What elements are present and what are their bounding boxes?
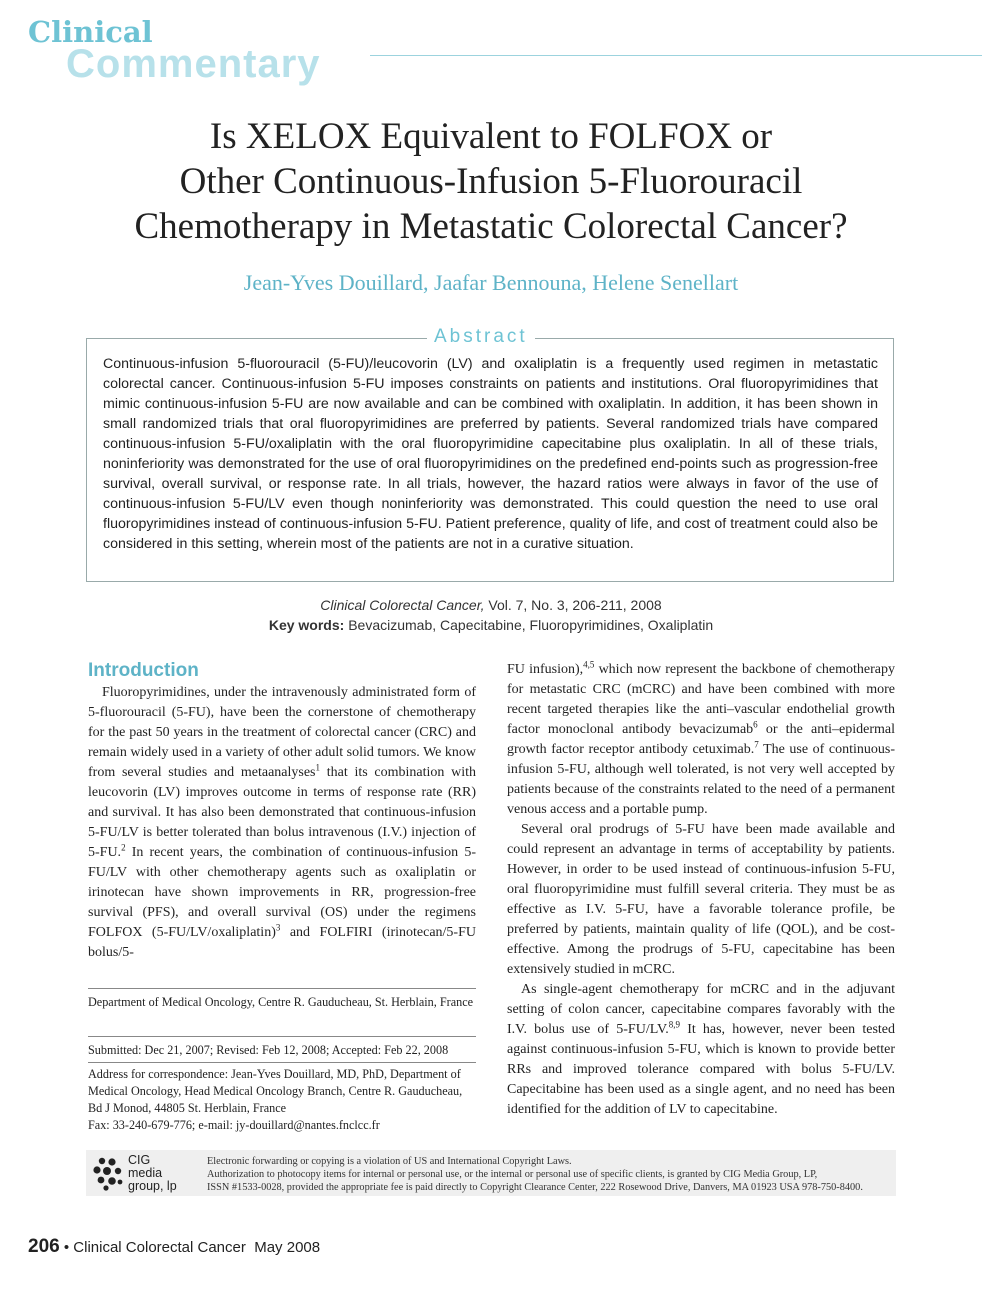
citation-journal: Clinical Colorectal Cancer,	[320, 597, 485, 613]
text-run: The use of continuous-infusion 5-FU, although well tolerated, is not very well accepted by patients because of the constraints related to the need of a permanent venous access and a portable pump.	[507, 742, 895, 817]
text-run: or the anti–epidermal growth factor receptor antibody cetuximab.	[507, 722, 895, 757]
reference: 6	[753, 719, 758, 730]
reference: 2	[121, 842, 126, 853]
text-run: It has, however, never been tested against continuous-infusion 5-FU, which is known to provide better RRs and improved tolerance compared with bolus 5-FU/LV. Capecitabine has been used as a single agent, and no need has been identified for the addition of LV to capecitabine.	[507, 1022, 895, 1117]
header-rule	[370, 55, 982, 56]
keywords-label: Key words:	[268, 617, 345, 633]
publisher-name-line: media	[128, 1166, 163, 1180]
copyright-notice	[207, 1155, 887, 1194]
abstract-label: Abstract	[427, 326, 535, 348]
affiliation-note: Department of Medical Oncology, Centre R. Gauducheau, St. Herblain, France	[88, 995, 474, 1009]
right-column	[507, 660, 895, 1120]
article-title	[40, 114, 942, 249]
reference: 4,5	[583, 659, 595, 670]
footer-journal: Clinical Colorectal Cancer	[73, 1239, 246, 1256]
introduction-heading: Introduction	[88, 660, 199, 681]
section-label-clinical: Clinical	[28, 15, 153, 49]
text-run: which now represent the backbone of chemotherapy for metastatic CRC (mCRC) and have been combined with more recent targeted therapies like the anti–vascular endothelial growth factor monoclonal antibody bevacizumab	[507, 662, 895, 737]
title-line: Chemotherapy in Metastatic Colorectal Cancer?	[134, 206, 848, 247]
citation-block	[0, 595, 982, 635]
page-footer	[28, 1236, 320, 1258]
publisher-name-line: CIG	[128, 1153, 151, 1167]
abstract-text: Continuous-infusion 5-fluorouracil (5-FU)/leucovorin (LV) and oxaliplatin is a frequently used regimen in metastatic colorectal cancer. Continuous-infusion 5-FU imposes constraints on patients and institutions. Oral fluoropyrimidines that mimic continuous-infusion 5-FU are now available and can be combined with oxaliplatin. In addition, it has been shown in small randomized trials that oral fluoropyrimidines are preferred by patients. Several randomized trials have compared continuous-infusion 5-FU/oxaliplatin with the oral fluoropyrimidine capecitabine plus oxaliplatin. In all of these trials, noninferiority was demonstrated for the use of oral fluoropyrimidines on the predefined end-points such as progression-free survival, overall survival, or response rate. In all trials, however, the hazard ratios were always in favor of the use of continuous-infusion 5-FU/LV even though noninferiority was demonstrated. This could question the need to use oral fluoropyrimidines instead of continuous-infusion 5-FU. Patient preference, quality of life, and cost of treatment could also be considered in this setting, wherein most of the patients are not in a curative situation.	[103, 356, 878, 552]
footnote-rule	[88, 988, 476, 989]
correspondence-contact: Fax: 33-240-679-776; e-mail: jy-douillard@nantes.fnclcc.fr	[88, 1118, 380, 1132]
correspondence-note	[88, 1066, 476, 1134]
correspondence-address: Address for correspondence: Jean-Yves Douillard, MD, PhD, Department of Medical Oncology, Head Medical Oncology Branch, Centre R. Gauducheau, Bd J Monod, 44805 St. Herblain, France	[88, 1067, 463, 1115]
footnote-rule	[88, 1036, 476, 1037]
text-run: that its combination with leucovorin (LV) improves outcome in terms of response rate (RR) and survival. It has also been demonstrated that continuous-infusion 5-FU/LV is better tolerated than bolus intravenous (I.V.) injection of 5-FU.	[88, 765, 476, 860]
paragraph: Several oral prodrugs of 5-FU have been made available and could represent an advantage in terms of acceptability by patients. However, in order to be used instead of continuous-infusion 5-FU, oral fluoropyrimidine must fulfill several criteria. They must be as effective as I.V. 5-FU, have a favorable tolerance profile, be preferred by patients, maintain quality of life (QOL), and be cost-effective. Among the prodrugs of 5-FU, capecitabine has been extensively studied in mCRC.	[507, 822, 895, 977]
paragraph	[88, 683, 476, 963]
text-run: and FOLFIRI (irinotecan/5-FU bolus/5-	[88, 925, 476, 960]
text-run: In recent years, the combination of continuous-infusion 5-FU/LV with other chemotherapy agents such as oxaliplatin or irinotecan have shown improvements in RR, progression-free survival (PFS), and overall survival (OS) under the regimens FOLFOX (5-FU/LV/oxaliplatin)	[88, 845, 476, 940]
cig-logo-icon	[92, 1155, 126, 1196]
publisher-name-line: group, lp	[128, 1179, 177, 1193]
paragraph	[507, 660, 895, 820]
footnote-rule	[88, 1062, 476, 1063]
author-list: Jean-Yves Douillard, Jaafar Bennouna, Helene Senellart	[243, 270, 739, 295]
keywords-line	[0, 615, 982, 635]
copyright-line: Authorization to photocopy items for internal or personal use, or the internal or personal use of specific clients, is granted by CIG Media Group, LP,	[207, 1169, 818, 1180]
title-line: Other Continuous-Infusion 5-Fluorouracil	[179, 161, 803, 202]
reference: 3	[275, 922, 281, 933]
text-run: As single-agent chemotherapy for mCRC and in the adjuvant setting of colon cancer, capecitabine compares favorably with the I.V. bolus use of 5-FU/LV.	[507, 982, 895, 1037]
footer-date: May 2008	[254, 1239, 321, 1256]
citation-line	[0, 595, 982, 615]
citation-details: Vol. 7, No. 3, 206-211, 2008	[484, 597, 662, 613]
publisher-name	[128, 1154, 177, 1193]
title-line: Is XELOX Equivalent to FOLFOX or	[209, 116, 773, 157]
reference: 1	[315, 762, 320, 773]
copyright-line: Electronic forwarding or copying is a violation of US and International Copyright Laws.	[207, 1156, 572, 1167]
copyright-line: ISSN #1533-0028, provided the appropriate fee is paid directly to Copyright Clearance Center, 222 Rosewood Drive, Danvers, MA 01923 USA 978-750-8400.	[207, 1182, 863, 1193]
footer-bullet: •	[59, 1239, 74, 1256]
text-run: Fluoropyrimidines, under the intravenously administrated form of 5-fluorouracil (5-FU), have been the cornerstone of chemotherapy for the past 50 years in the treatment of colorectal cancer (CRC) and remain widely used in a variety of other adult solid tumors. We know from several studies and metaanalyses	[88, 685, 476, 780]
reference: 8,9	[668, 1019, 681, 1030]
reference: 7	[754, 739, 759, 750]
page-number: 206	[28, 1236, 60, 1257]
paragraph	[507, 980, 895, 1120]
keywords-list: Bevacizumab, Capecitabine, Fluoropyrimidines, Oxaliplatin	[344, 617, 714, 633]
section-label-commentary: Commentary	[66, 42, 321, 86]
left-column	[88, 683, 476, 963]
text-run: FU infusion),	[507, 662, 584, 677]
submission-dates: Submitted: Dec 21, 2007; Revised: Feb 12, 2008; Accepted: Feb 22, 2008	[88, 1043, 449, 1057]
